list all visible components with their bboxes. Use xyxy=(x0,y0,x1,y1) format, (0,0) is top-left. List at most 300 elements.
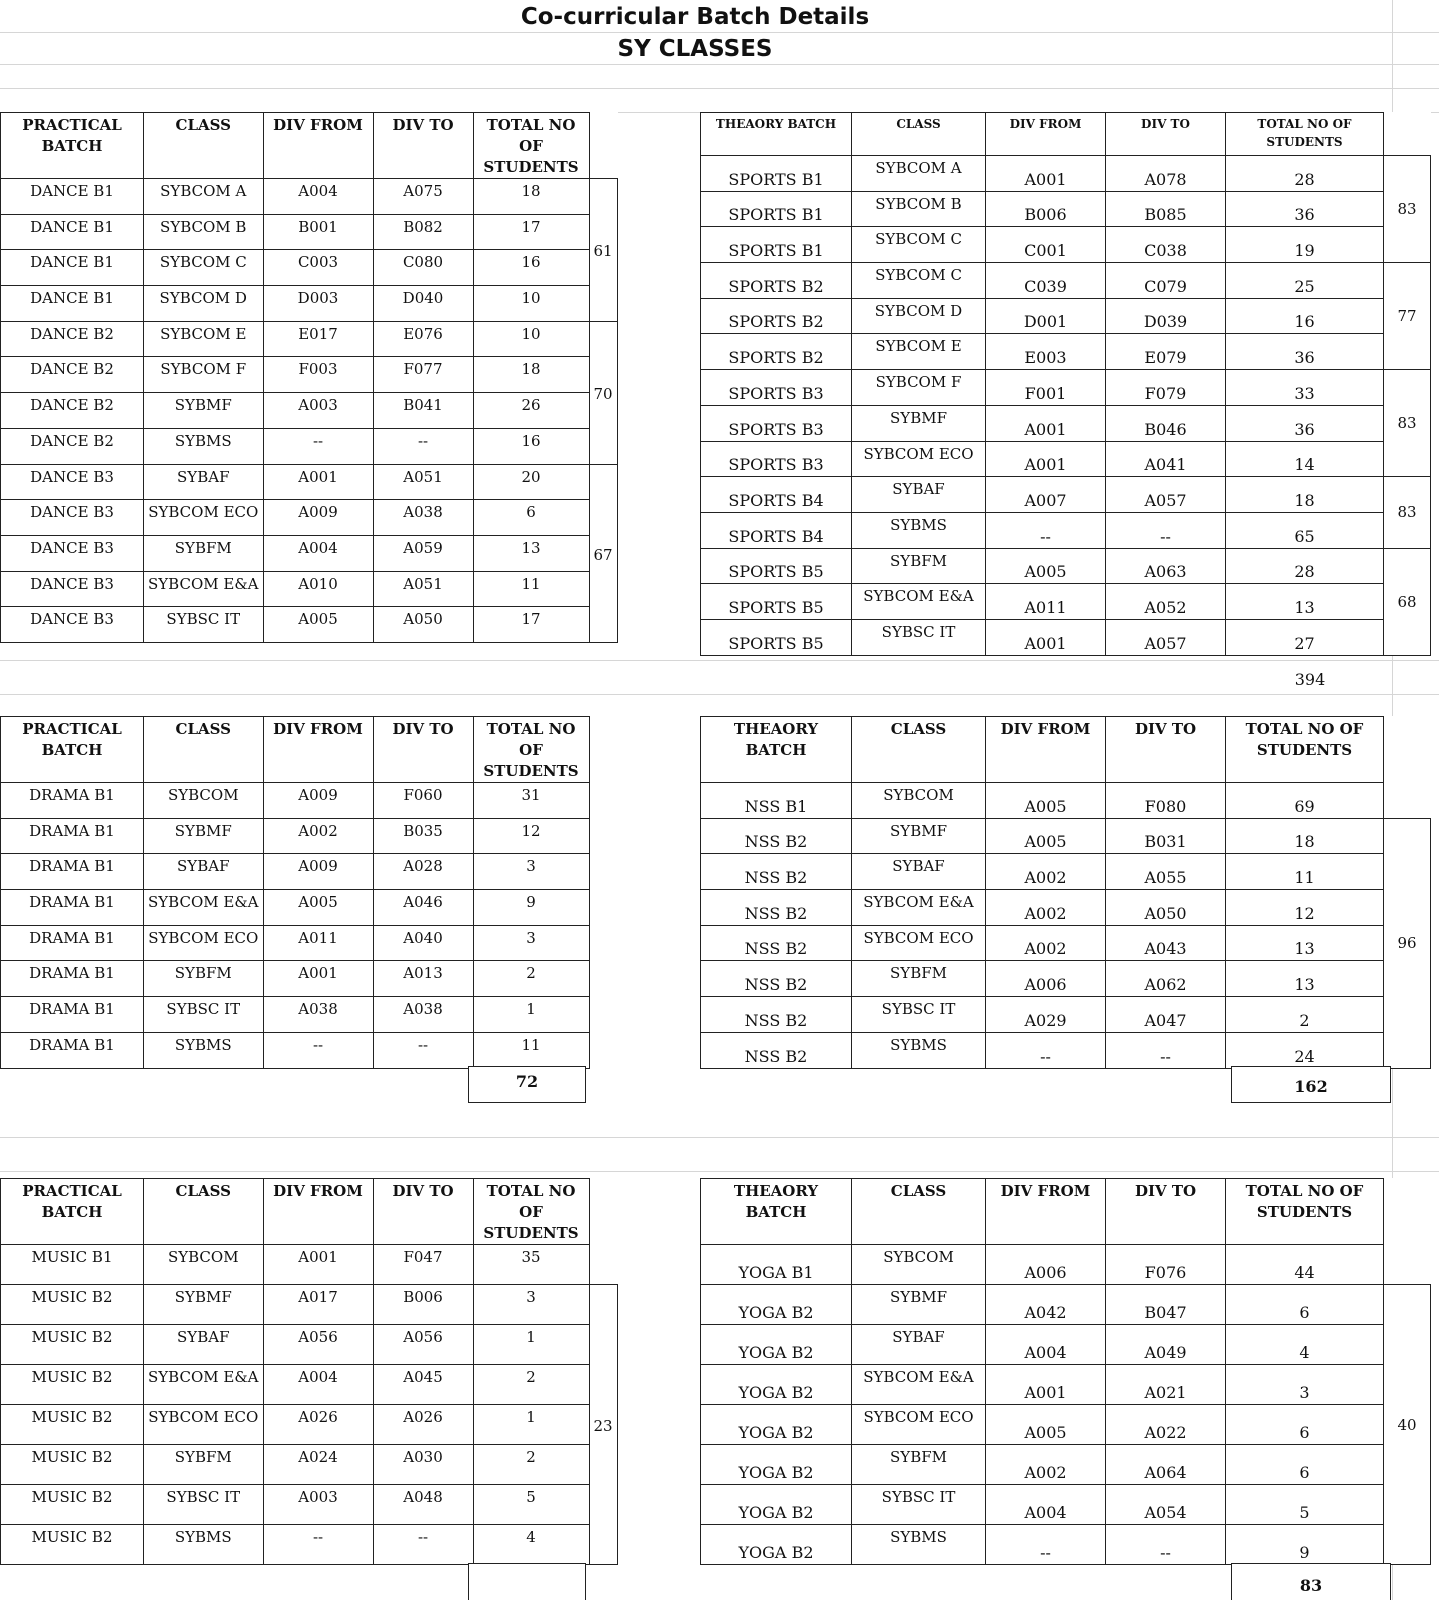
total-cell: 9 xyxy=(473,890,589,926)
total-cell: 3 xyxy=(473,854,589,890)
header-row xyxy=(1,1179,618,1245)
div-from-cell: A001 xyxy=(986,156,1106,192)
total-cell: 18 xyxy=(1226,477,1384,513)
div-to-cell: F076 xyxy=(1106,1245,1226,1285)
class-cell: SYBMS xyxy=(852,1032,986,1068)
total-cell: 11 xyxy=(1226,854,1384,890)
batch-cell: NSS B2 xyxy=(701,818,852,854)
table-row xyxy=(701,818,1431,854)
table-row xyxy=(1,500,618,536)
total-cell: 20 xyxy=(473,464,589,500)
div-from-cell: C001 xyxy=(986,227,1106,263)
div-to-cell: A041 xyxy=(1106,441,1226,477)
div-from-cell: -- xyxy=(263,1525,373,1565)
div-from-cell: A026 xyxy=(263,1405,373,1445)
div-from-cell: B001 xyxy=(263,214,373,250)
class-cell: SYBFM xyxy=(852,548,986,584)
table-row xyxy=(701,584,1431,620)
total-cell: 6 xyxy=(1226,1445,1384,1485)
class-cell: SYBSC IT xyxy=(852,1485,986,1525)
div-from-cell: -- xyxy=(986,512,1106,548)
div-from-cell: A005 xyxy=(263,607,373,643)
batch-cell: NSS B2 xyxy=(701,854,852,890)
class-cell: SYBMS xyxy=(852,1525,986,1565)
div-from-cell: A001 xyxy=(263,961,373,997)
div-from-cell: A002 xyxy=(986,854,1106,890)
div-from-cell: A004 xyxy=(263,179,373,215)
div-to-cell: -- xyxy=(373,1525,473,1565)
table-row xyxy=(701,298,1431,334)
class-cell: SYBCOM ECO xyxy=(852,441,986,477)
class-cell: SYBSC IT xyxy=(144,607,264,643)
div-to-cell: A078 xyxy=(1106,156,1226,192)
div-from-cell: A005 xyxy=(986,783,1106,819)
column-header: DIV FROM xyxy=(986,717,1106,783)
div-to-cell: A050 xyxy=(373,607,473,643)
div-to-cell: E076 xyxy=(373,321,473,357)
group-total-cell xyxy=(1384,1245,1431,1285)
class-cell: SYBSC IT xyxy=(144,1485,264,1525)
class-cell: SYBMS xyxy=(144,1525,264,1565)
div-from-cell: A005 xyxy=(263,890,373,926)
class-cell: SYBMS xyxy=(144,428,264,464)
total-cell: 10 xyxy=(473,286,589,322)
total-cell: 12 xyxy=(1226,890,1384,926)
div-from-cell: F003 xyxy=(263,357,373,393)
table-row xyxy=(701,1285,1431,1325)
div-to-cell: A056 xyxy=(373,1325,473,1365)
div-from-cell: A006 xyxy=(986,1245,1106,1285)
div-from-cell: A010 xyxy=(263,571,373,607)
table-row xyxy=(1,1445,618,1485)
group-total-cell: 96 xyxy=(1384,818,1431,1068)
table-row xyxy=(701,1365,1431,1405)
batch-cell: SPORTS B3 xyxy=(701,441,852,477)
column-header: DIV TO xyxy=(373,1179,473,1245)
class-cell: SYBAF xyxy=(852,1325,986,1365)
div-from-cell: A003 xyxy=(263,1485,373,1525)
batch-cell: SPORTS B5 xyxy=(701,619,852,655)
class-cell: SYBCOM xyxy=(852,783,986,819)
column-header: DIV FROM xyxy=(263,1179,373,1245)
total-cell: 1 xyxy=(473,1405,589,1445)
class-cell: SYBFM xyxy=(852,1445,986,1485)
class-cell: SYBCOM E&A xyxy=(144,571,264,607)
table-row xyxy=(1,854,618,890)
table-row xyxy=(1,607,618,643)
column-header: DIV FROM xyxy=(986,1179,1106,1245)
table-row xyxy=(701,477,1431,513)
column-header: TOTAL NO OF STUDENTS xyxy=(1226,1179,1384,1245)
table-row xyxy=(701,997,1431,1033)
div-to-cell: A021 xyxy=(1106,1365,1226,1405)
column-header: CLASS xyxy=(144,717,264,783)
div-from-cell: A004 xyxy=(263,1365,373,1405)
batch-cell: MUSIC B2 xyxy=(1,1445,144,1485)
batch-cell: SPORTS B4 xyxy=(701,512,852,548)
div-to-cell: A055 xyxy=(1106,854,1226,890)
batch-cell: YOGA B2 xyxy=(701,1525,852,1565)
div-to-cell: A063 xyxy=(1106,548,1226,584)
batch-cell: DANCE B3 xyxy=(1,464,144,500)
div-to-cell: A059 xyxy=(373,535,473,571)
table-row xyxy=(701,548,1431,584)
batch-cell: YOGA B2 xyxy=(701,1285,852,1325)
batch-cell: DANCE B3 xyxy=(1,571,144,607)
column-header: CLASS xyxy=(144,1179,264,1245)
batch-cell: DRAMA B1 xyxy=(1,997,144,1033)
class-cell: SYBMF xyxy=(852,818,986,854)
div-from-cell: A009 xyxy=(263,783,373,819)
div-to-cell: C079 xyxy=(1106,263,1226,299)
nss-batch-table xyxy=(700,716,1431,1069)
div-to-cell: A051 xyxy=(373,464,473,500)
batch-cell: DRAMA B1 xyxy=(1,961,144,997)
table-row xyxy=(701,263,1431,299)
batch-cell: DANCE B3 xyxy=(1,535,144,571)
div-from-cell: A002 xyxy=(263,818,373,854)
div-to-cell: A047 xyxy=(1106,997,1226,1033)
total-cell: 3 xyxy=(473,925,589,961)
div-to-cell: A051 xyxy=(373,571,473,607)
div-to-cell: A040 xyxy=(373,925,473,961)
table-row xyxy=(701,1245,1431,1285)
div-to-cell: -- xyxy=(373,428,473,464)
total-cell: 6 xyxy=(1226,1405,1384,1445)
header-row xyxy=(701,717,1431,783)
div-from-cell: A002 xyxy=(986,1445,1106,1485)
table-row xyxy=(701,1445,1431,1485)
total-cell: 35 xyxy=(473,1245,589,1285)
batch-cell: DRAMA B1 xyxy=(1,854,144,890)
div-from-cell: A007 xyxy=(986,477,1106,513)
group-total-cell: 23 xyxy=(589,1285,617,1565)
class-cell: SYBCOM A xyxy=(852,156,986,192)
column-header: DIV FROM xyxy=(263,717,373,783)
div-to-cell: A052 xyxy=(1106,584,1226,620)
total-cell: 16 xyxy=(1226,298,1384,334)
column-header: DIV TO xyxy=(1106,113,1226,156)
class-cell: SYBCOM E xyxy=(852,334,986,370)
batch-cell: SPORTS B2 xyxy=(701,334,852,370)
table-row xyxy=(1,214,618,250)
table-row xyxy=(701,405,1431,441)
table-row xyxy=(701,1525,1431,1565)
div-from-cell: A001 xyxy=(986,619,1106,655)
class-cell: SYBCOM F xyxy=(852,370,986,406)
table-row xyxy=(1,961,618,997)
class-cell: SYBAF xyxy=(144,464,264,500)
total-cell: 36 xyxy=(1226,405,1384,441)
div-from-cell: A004 xyxy=(263,535,373,571)
drama-batch-table xyxy=(0,716,617,1069)
div-to-cell: A057 xyxy=(1106,477,1226,513)
table-row xyxy=(1,428,618,464)
table-row xyxy=(1,321,618,357)
table-row xyxy=(1,1525,618,1565)
group-total-cell: 77 xyxy=(1384,263,1431,370)
div-from-cell: A001 xyxy=(986,1365,1106,1405)
div-from-cell: A002 xyxy=(986,890,1106,926)
batch-cell: SPORTS B5 xyxy=(701,584,852,620)
batch-cell: DANCE B2 xyxy=(1,357,144,393)
table-row xyxy=(701,156,1431,192)
column-header: DIV TO xyxy=(373,113,473,179)
table-row xyxy=(1,1285,618,1325)
group-column-header xyxy=(589,113,617,179)
table-row xyxy=(701,512,1431,548)
header-row xyxy=(701,113,1431,156)
div-to-cell: A054 xyxy=(1106,1485,1226,1525)
div-to-cell: B047 xyxy=(1106,1285,1226,1325)
class-cell: SYBFM xyxy=(144,961,264,997)
div-to-cell: A064 xyxy=(1106,1445,1226,1485)
table-row xyxy=(1,286,618,322)
table-row xyxy=(701,783,1431,819)
class-cell: SYBCOM E&A xyxy=(852,890,986,926)
total-cell: 27 xyxy=(1226,619,1384,655)
class-cell: SYBMS xyxy=(852,512,986,548)
total-cell: 3 xyxy=(473,1285,589,1325)
batch-cell: DRAMA B1 xyxy=(1,890,144,926)
div-to-cell: F080 xyxy=(1106,783,1226,819)
class-cell: SYBCOM ECO xyxy=(144,925,264,961)
div-to-cell: C038 xyxy=(1106,227,1226,263)
total-cell: 13 xyxy=(1226,961,1384,997)
div-to-cell: B085 xyxy=(1106,191,1226,227)
table-row xyxy=(1,1365,618,1405)
class-cell: SYBSC IT xyxy=(852,619,986,655)
table-row xyxy=(701,334,1431,370)
div-to-cell: A075 xyxy=(373,179,473,215)
div-from-cell: A042 xyxy=(986,1285,1106,1325)
div-to-cell: B035 xyxy=(373,818,473,854)
total-cell: 1 xyxy=(473,1325,589,1365)
batch-cell: DRAMA B1 xyxy=(1,925,144,961)
column-header: TOTAL NO OF STUDENTS xyxy=(473,1179,589,1245)
class-cell: SYBSC IT xyxy=(852,997,986,1033)
batch-cell: DANCE B3 xyxy=(1,607,144,643)
total-cell: 2 xyxy=(1226,997,1384,1033)
div-to-cell: A049 xyxy=(1106,1325,1226,1365)
nss-total: 162 xyxy=(1231,1066,1391,1103)
total-cell: 44 xyxy=(1226,1245,1384,1285)
table-row xyxy=(1,535,618,571)
column-header: TOTAL NO OF STUDENTS xyxy=(473,717,589,783)
column-header: DIV TO xyxy=(1106,1179,1226,1245)
batch-cell: NSS B2 xyxy=(701,997,852,1033)
page-title: Co-curricular Batch Details xyxy=(520,4,870,30)
total-cell: 18 xyxy=(473,357,589,393)
div-to-cell: C080 xyxy=(373,250,473,286)
total-cell: 5 xyxy=(473,1485,589,1525)
table-row xyxy=(1,1032,618,1068)
batch-cell: DRAMA B1 xyxy=(1,1032,144,1068)
class-cell: SYBCOM E&A xyxy=(144,890,264,926)
div-to-cell: -- xyxy=(1106,1032,1226,1068)
div-to-cell: F077 xyxy=(373,357,473,393)
class-cell: SYBCOM xyxy=(144,1245,264,1285)
group-column-header xyxy=(1384,1179,1431,1245)
table-row xyxy=(701,1325,1431,1365)
div-from-cell: A005 xyxy=(986,818,1106,854)
table-row xyxy=(1,1485,618,1525)
div-from-cell: -- xyxy=(986,1525,1106,1565)
total-cell: 14 xyxy=(1226,441,1384,477)
batch-cell: MUSIC B2 xyxy=(1,1285,144,1325)
total-cell: 26 xyxy=(473,393,589,429)
column-header: THEAORY BATCH xyxy=(701,113,852,156)
class-cell: SYBCOM B xyxy=(852,191,986,227)
class-cell: SYBMF xyxy=(144,393,264,429)
group-total-cell: 40 xyxy=(1384,1285,1431,1565)
total-cell: 69 xyxy=(1226,783,1384,819)
table-row xyxy=(701,1405,1431,1445)
total-cell: 13 xyxy=(1226,584,1384,620)
div-to-cell: A038 xyxy=(373,997,473,1033)
total-cell: 65 xyxy=(1226,512,1384,548)
column-header: TOTAL NO OF STUDENTS xyxy=(473,113,589,179)
div-from-cell: A011 xyxy=(986,584,1106,620)
total-cell: 2 xyxy=(473,1445,589,1485)
column-header: DIV FROM xyxy=(986,113,1106,156)
total-cell: 13 xyxy=(473,535,589,571)
total-cell: 4 xyxy=(473,1525,589,1565)
div-to-cell: -- xyxy=(1106,512,1226,548)
batch-cell: SPORTS B2 xyxy=(701,263,852,299)
class-cell: SYBFM xyxy=(144,535,264,571)
batch-cell: YOGA B1 xyxy=(701,1245,852,1285)
group-column-header xyxy=(589,1179,617,1245)
header-row xyxy=(1,717,618,783)
batch-cell: YOGA B2 xyxy=(701,1485,852,1525)
group-column-header xyxy=(1384,113,1431,156)
div-from-cell: A001 xyxy=(263,1245,373,1285)
class-cell: SYBSC IT xyxy=(144,997,264,1033)
table-row xyxy=(701,619,1431,655)
total-cell: 16 xyxy=(473,428,589,464)
group-total-cell: 61 xyxy=(589,179,617,322)
div-to-cell: A038 xyxy=(373,500,473,536)
div-to-cell: A043 xyxy=(1106,925,1226,961)
batch-cell: SPORTS B1 xyxy=(701,156,852,192)
header-row xyxy=(701,1179,1431,1245)
div-from-cell: -- xyxy=(263,1032,373,1068)
div-to-cell: B041 xyxy=(373,393,473,429)
div-from-cell: E003 xyxy=(986,334,1106,370)
class-cell: SYBFM xyxy=(852,961,986,997)
batch-cell: DRAMA B1 xyxy=(1,818,144,854)
table-row xyxy=(701,441,1431,477)
class-cell: SYBCOM ECO xyxy=(852,1405,986,1445)
table-row xyxy=(1,250,618,286)
div-from-cell: C003 xyxy=(263,250,373,286)
column-header: PRACTICAL BATCH xyxy=(1,113,144,179)
table-row xyxy=(701,854,1431,890)
batch-cell: NSS B2 xyxy=(701,961,852,997)
batch-cell: NSS B2 xyxy=(701,890,852,926)
class-cell: SYBCOM F xyxy=(144,357,264,393)
class-cell: SYBCOM xyxy=(852,1245,986,1285)
div-from-cell: A001 xyxy=(986,405,1106,441)
table-row xyxy=(1,179,618,215)
class-cell: SYBAF xyxy=(852,854,986,890)
music-batch-table xyxy=(0,1178,618,1565)
div-from-cell: A002 xyxy=(986,925,1106,961)
table-row xyxy=(701,191,1431,227)
total-cell: 4 xyxy=(1226,1325,1384,1365)
drama-total: 72 xyxy=(468,1066,586,1103)
div-from-cell: B006 xyxy=(986,191,1106,227)
table-row xyxy=(1,1325,618,1365)
class-cell: SYBCOM C xyxy=(852,227,986,263)
column-header: THEAORY BATCH xyxy=(701,717,852,783)
batch-cell: DRAMA B1 xyxy=(1,783,144,819)
batch-cell: SPORTS B4 xyxy=(701,477,852,513)
group-total-cell xyxy=(589,1245,617,1285)
total-cell: 17 xyxy=(473,214,589,250)
column-header: CLASS xyxy=(852,717,986,783)
batch-cell: SPORTS B1 xyxy=(701,227,852,263)
div-to-cell: A028 xyxy=(373,854,473,890)
class-cell: SYBCOM E&A xyxy=(144,1365,264,1405)
total-cell: 36 xyxy=(1226,191,1384,227)
batch-cell: YOGA B2 xyxy=(701,1325,852,1365)
total-cell: 10 xyxy=(473,321,589,357)
div-to-cell: A048 xyxy=(373,1485,473,1525)
class-cell: SYBAF xyxy=(144,854,264,890)
total-cell: 2 xyxy=(473,1365,589,1405)
div-from-cell: A056 xyxy=(263,1325,373,1365)
header-row xyxy=(1,113,618,179)
batch-cell: YOGA B2 xyxy=(701,1445,852,1485)
total-cell: 2 xyxy=(473,961,589,997)
div-from-cell: A004 xyxy=(986,1325,1106,1365)
table-row xyxy=(1,1245,618,1285)
div-from-cell: C039 xyxy=(986,263,1106,299)
div-from-cell: A009 xyxy=(263,854,373,890)
div-to-cell: A030 xyxy=(373,1445,473,1485)
div-from-cell: D003 xyxy=(263,286,373,322)
div-to-cell: -- xyxy=(1106,1525,1226,1565)
div-from-cell: A004 xyxy=(986,1485,1106,1525)
column-header: CLASS xyxy=(852,1179,986,1245)
class-cell: SYBCOM ECO xyxy=(144,500,264,536)
div-to-cell: F079 xyxy=(1106,370,1226,406)
total-cell: 6 xyxy=(1226,1285,1384,1325)
group-total-cell: 83 xyxy=(1384,370,1431,477)
class-cell: SYBCOM C xyxy=(852,263,986,299)
div-from-cell: A001 xyxy=(986,441,1106,477)
total-cell: 11 xyxy=(473,1032,589,1068)
class-cell: SYBMF xyxy=(144,1285,264,1325)
total-cell: 16 xyxy=(473,250,589,286)
div-to-cell: D039 xyxy=(1106,298,1226,334)
dance-batch-table xyxy=(0,112,618,643)
div-to-cell: F047 xyxy=(373,1245,473,1285)
class-cell: SYBCOM B xyxy=(144,214,264,250)
div-to-cell: B006 xyxy=(373,1285,473,1325)
group-total-cell: 83 xyxy=(1384,477,1431,548)
div-from-cell: A005 xyxy=(986,1405,1106,1445)
table-row xyxy=(1,925,618,961)
table-row xyxy=(1,464,618,500)
batch-cell: YOGA B2 xyxy=(701,1365,852,1405)
table-row xyxy=(701,925,1431,961)
div-to-cell: D040 xyxy=(373,286,473,322)
batch-cell: NSS B1 xyxy=(701,783,852,819)
column-header: TOTAL NO OF STUDENTS xyxy=(1226,113,1384,156)
